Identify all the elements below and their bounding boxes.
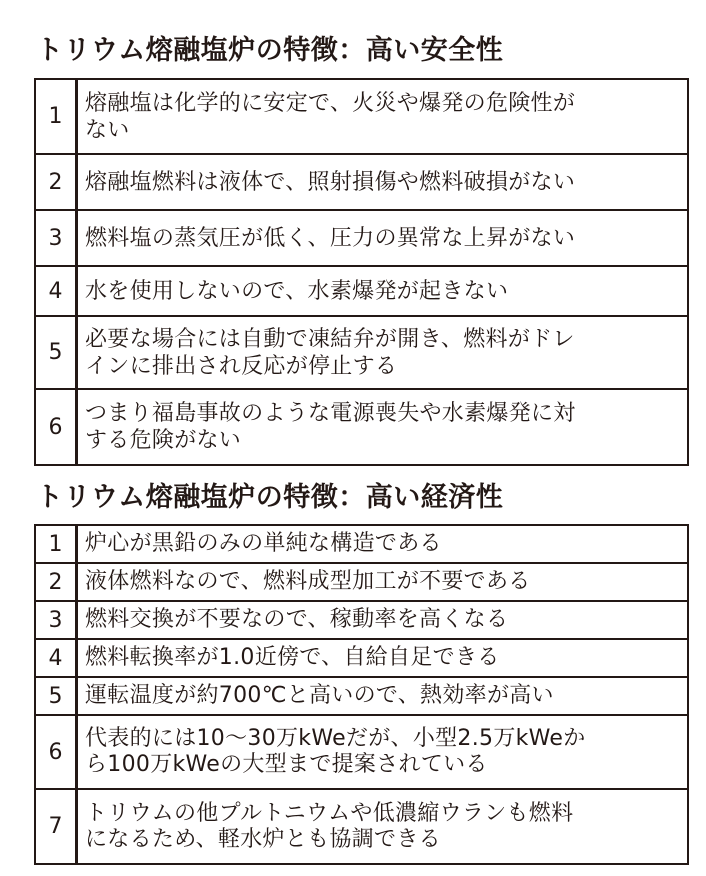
table-row <box>35 316 688 389</box>
text-line: トリウムの他プルトニウムや低濃縮ウランも燃料 <box>85 800 574 826</box>
row-text <box>77 389 689 465</box>
text-line: 液体燃料なので、燃料成型加工が不要である <box>85 569 531 594</box>
row-number: 1 <box>35 79 77 154</box>
safety-features-table <box>34 78 689 466</box>
table-row <box>35 79 688 154</box>
table-row <box>35 154 688 210</box>
row-text <box>77 639 689 677</box>
row-number: 3 <box>35 601 77 639</box>
row-number: 4 <box>35 266 77 316</box>
text-line: 燃料交換が不要なので、稼動率を高くなる <box>85 607 509 632</box>
text-line: 水を使用しないので、水素爆発が起きない <box>85 278 509 304</box>
row-text <box>77 677 689 715</box>
text-line: 燃料転換率が1.0近傍で、自給自足できる <box>85 645 500 670</box>
row-text <box>77 210 689 266</box>
table-row <box>35 639 688 677</box>
row-text <box>77 266 689 316</box>
text-line: 熔融塩は化学的に安定で、火災や爆発の危険性が <box>85 90 576 116</box>
row-text <box>77 563 689 601</box>
text-line: 炉心が黒鉛のみの単純な構造である <box>85 531 442 556</box>
text-line: インに排出され反応が停止する <box>85 353 398 379</box>
table-row <box>35 210 688 266</box>
economy-section-title: トリウム熔融塩炉の特徴：高い経済性 <box>36 482 504 513</box>
row-number: 6 <box>35 715 77 789</box>
text-line: ら100万kWeの大型まで提案されている <box>85 752 488 777</box>
text-line: 代表的には10〜30万kWeだが、小型2.5万kWeか <box>85 726 586 751</box>
row-number: 5 <box>35 677 77 715</box>
text-line: 必要な場合には自動で凍結弁が開き、燃料がドレ <box>85 326 575 352</box>
text-line: ない <box>85 117 130 143</box>
row-number: 6 <box>35 389 77 465</box>
text-line: 熔融塩燃料は液体で、照射損傷や燃料破損がない <box>85 169 576 195</box>
row-number: 3 <box>35 210 77 266</box>
row-text <box>77 316 689 389</box>
row-text <box>77 715 689 789</box>
row-text <box>77 789 689 864</box>
table-row <box>35 525 688 563</box>
row-number: 7 <box>35 789 77 864</box>
row-number: 4 <box>35 639 77 677</box>
text-line: 運転温度が約700℃と高いので、熱効率が高い <box>85 683 554 708</box>
row-text <box>77 525 689 563</box>
table-row <box>35 266 688 316</box>
table-row <box>35 715 688 789</box>
row-text <box>77 154 689 210</box>
row-number: 2 <box>35 154 77 210</box>
text-line: する危険がない <box>85 428 242 453</box>
safety-section-title: トリウム熔融塩炉の特徴：高い安全性 <box>36 35 504 66</box>
row-text <box>77 601 689 639</box>
text-line: 燃料塩の蒸気圧が低く、圧力の異常な上昇がない <box>85 225 576 251</box>
row-text <box>77 79 689 154</box>
table-row <box>35 389 688 465</box>
table-row <box>35 563 688 601</box>
row-number: 5 <box>35 316 77 389</box>
text-line: になるため、軽水炉とも協調できる <box>85 826 441 852</box>
table-row <box>35 601 688 639</box>
text-line: つまり福島事故のような電源喪失や水素爆発に対 <box>85 401 576 426</box>
table-row <box>35 789 688 864</box>
economy-features-table <box>34 524 689 865</box>
row-number: 2 <box>35 563 77 601</box>
table-row <box>35 677 688 715</box>
row-number: 1 <box>35 525 77 563</box>
